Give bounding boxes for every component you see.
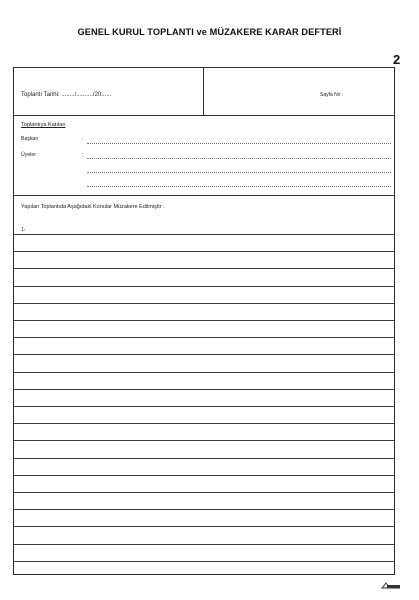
writing-line[interactable]	[14, 406, 394, 407]
sheet-number-field[interactable]: Sayfa No :	[320, 92, 344, 98]
writing-line[interactable]	[14, 268, 394, 269]
header-divider	[203, 68, 204, 115]
members-field-1[interactable]	[87, 158, 391, 159]
participants-section	[14, 115, 394, 196]
members-label: Üyeler	[21, 152, 36, 158]
header-row	[14, 68, 394, 116]
document-title: GENEL KURUL TOPLANTI ve MÜZAKERE KARAR DEFTERİ	[77, 27, 342, 37]
members-field-3[interactable]	[87, 186, 391, 187]
writing-line[interactable]	[14, 372, 394, 373]
members-field-2[interactable]	[87, 172, 391, 173]
writing-line[interactable]	[14, 389, 394, 390]
chair-label: Başkan	[21, 136, 39, 142]
writing-line[interactable]	[14, 423, 394, 424]
participants-heading: Toplantıya Katılan	[21, 122, 66, 128]
writing-line[interactable]	[14, 561, 394, 562]
writing-line[interactable]	[14, 440, 394, 441]
writing-line[interactable]	[14, 544, 394, 545]
writing-line[interactable]	[14, 234, 394, 235]
writing-line[interactable]	[14, 526, 394, 527]
writing-line[interactable]	[14, 458, 394, 459]
writing-line[interactable]	[14, 475, 394, 476]
page-number: 2	[393, 52, 401, 67]
members-colon: :	[82, 152, 84, 158]
writing-line[interactable]	[14, 320, 394, 321]
chair-colon: :	[82, 136, 84, 142]
writing-line[interactable]	[14, 492, 394, 493]
discussed-topics-heading: Yapılan Toplantıda Aşağıdaki Konular Müzakere Edilmiştir :	[21, 204, 165, 210]
writing-line[interactable]	[14, 286, 394, 287]
chair-field[interactable]	[87, 143, 391, 144]
publisher-logo	[381, 581, 401, 590]
writing-line[interactable]	[14, 354, 394, 355]
writing-line[interactable]	[14, 337, 394, 338]
form-sheet	[13, 67, 395, 575]
writing-line[interactable]	[14, 303, 394, 304]
writing-line[interactable]	[14, 251, 394, 252]
item-number: 1-	[21, 227, 26, 233]
writing-line[interactable]	[14, 509, 394, 510]
meeting-date-field[interactable]: Toplantı Tarihi: ......../........../20......	[21, 92, 112, 98]
